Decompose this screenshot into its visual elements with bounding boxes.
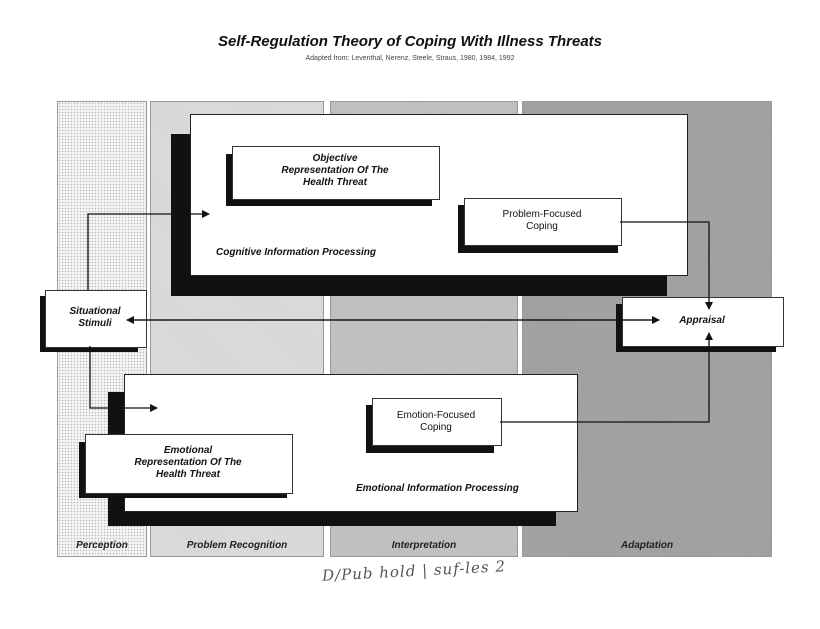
arrow-stimuli-to-cognitive (88, 214, 209, 290)
arrow-problem-coping-to-appraisal (620, 222, 709, 309)
appraisal-label: Appraisal (679, 315, 725, 326)
diagram-subtitle: Adapted from: Leventhal, Nerenz, Steele, Straus, 1980, 1984, 1992 (305, 55, 515, 62)
column-label-adaptation: Adaptation (620, 540, 674, 551)
problem-focused-coping-label: Problem-Focused Coping (502, 209, 582, 232)
arrow-emotion-coping-to-appraisal (500, 333, 709, 422)
column-label-perception: Perception (76, 540, 128, 551)
situational-stimuli-label: Situational Stimuli (69, 306, 121, 329)
objective-representation-label: Objective Representation Of The Health Threat (281, 153, 389, 188)
cognitive-processing-label: Cognitive Information Processing (216, 247, 377, 258)
arrow-stimuli-to-emotional (90, 346, 157, 408)
emotion-focused-coping-label: Emotion-Focused Coping (396, 410, 476, 433)
diagram-title: Self-Regulation Theory of Coping With Illness Threats (217, 33, 603, 50)
column-label-interpretation: Interpretation (391, 540, 457, 551)
emotional-processing-label: Emotional Information Processing (356, 483, 519, 494)
handwritten-note: D/Pub hold | suf-les 2 (321, 557, 507, 585)
emotional-representation-label: Emotional Representation Of The Health Threat (134, 445, 242, 480)
column-label-problem-recognition: Problem Recognition (186, 540, 288, 551)
